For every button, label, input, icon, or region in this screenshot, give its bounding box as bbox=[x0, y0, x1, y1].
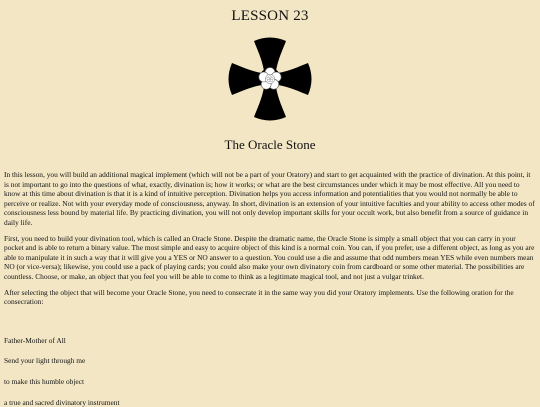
cross-pattee-rose-icon bbox=[227, 36, 313, 122]
paragraph-divination-tool: First, you need to build your divination tool, which is called an Oracle Stone. Despite the dramatic name, the Oracle Stone is simply a small object that you can carry in your pocket and is able to return a binary value. The most simple and easy to acquire object of this kind is a normal coin. You can, if you prefer, use a different object, as long as you are able to manipulate it in such a way that it will give you a YES or NO answer to a question. You could use a die and assume that odd numbers mean YES while even numbers mean NO (or vice-versa); likewise, you could use a pack of playing cards; you could also make your own divinatory coin from cardboard or some other material. The possibilities are countless. Choose, or make, an object that you feel you will be able to come to think as a legitimate magical tool, and not just a vulgar trinket. bbox=[4, 234, 536, 282]
consecration-oration bbox=[4, 336, 536, 407]
oration-line: Send your light through me bbox=[4, 356, 536, 366]
paragraph-consecration-instruction: After selecting the object that will become your Oracle Stone, you need to consecrate it in the same way you did your Oratory implements. Use the following oration for the consecration: bbox=[4, 288, 536, 307]
oration-line: Father-Mother of All bbox=[4, 336, 536, 346]
oration-line: a true and sacred divinatory instrument bbox=[4, 398, 536, 407]
section-title: The Oracle Stone bbox=[4, 137, 536, 152]
lesson-title: LESSON 23 bbox=[4, 0, 536, 25]
paragraph-intro: In this lesson, you will build an additional magical implement (which will not be a part of your Oratory) and start to get acquainted with the practice of divination. At this point, it is not important to go into the questions of what, exactly, divination is; how it works; or what are the best circumstances under which it may be most effective. All you need to know at this time about divination is that it is a kind of intuitive perception. Divination helps you access information and potentialities that you would not normally be able to perceive or realize. Not with your everyday mode of consciousness, anyway. In short, divination is an extension of your intuitive faculties and your ability to access other modes of consciousness less bound by material life. By practicing divination, you will not only develop important skills for your occult work, but also benefit from a source of guidance in daily life. bbox=[4, 170, 536, 228]
oration-line: to make this humble object bbox=[4, 377, 536, 387]
lesson-body bbox=[4, 170, 536, 307]
emblem bbox=[4, 36, 536, 122]
